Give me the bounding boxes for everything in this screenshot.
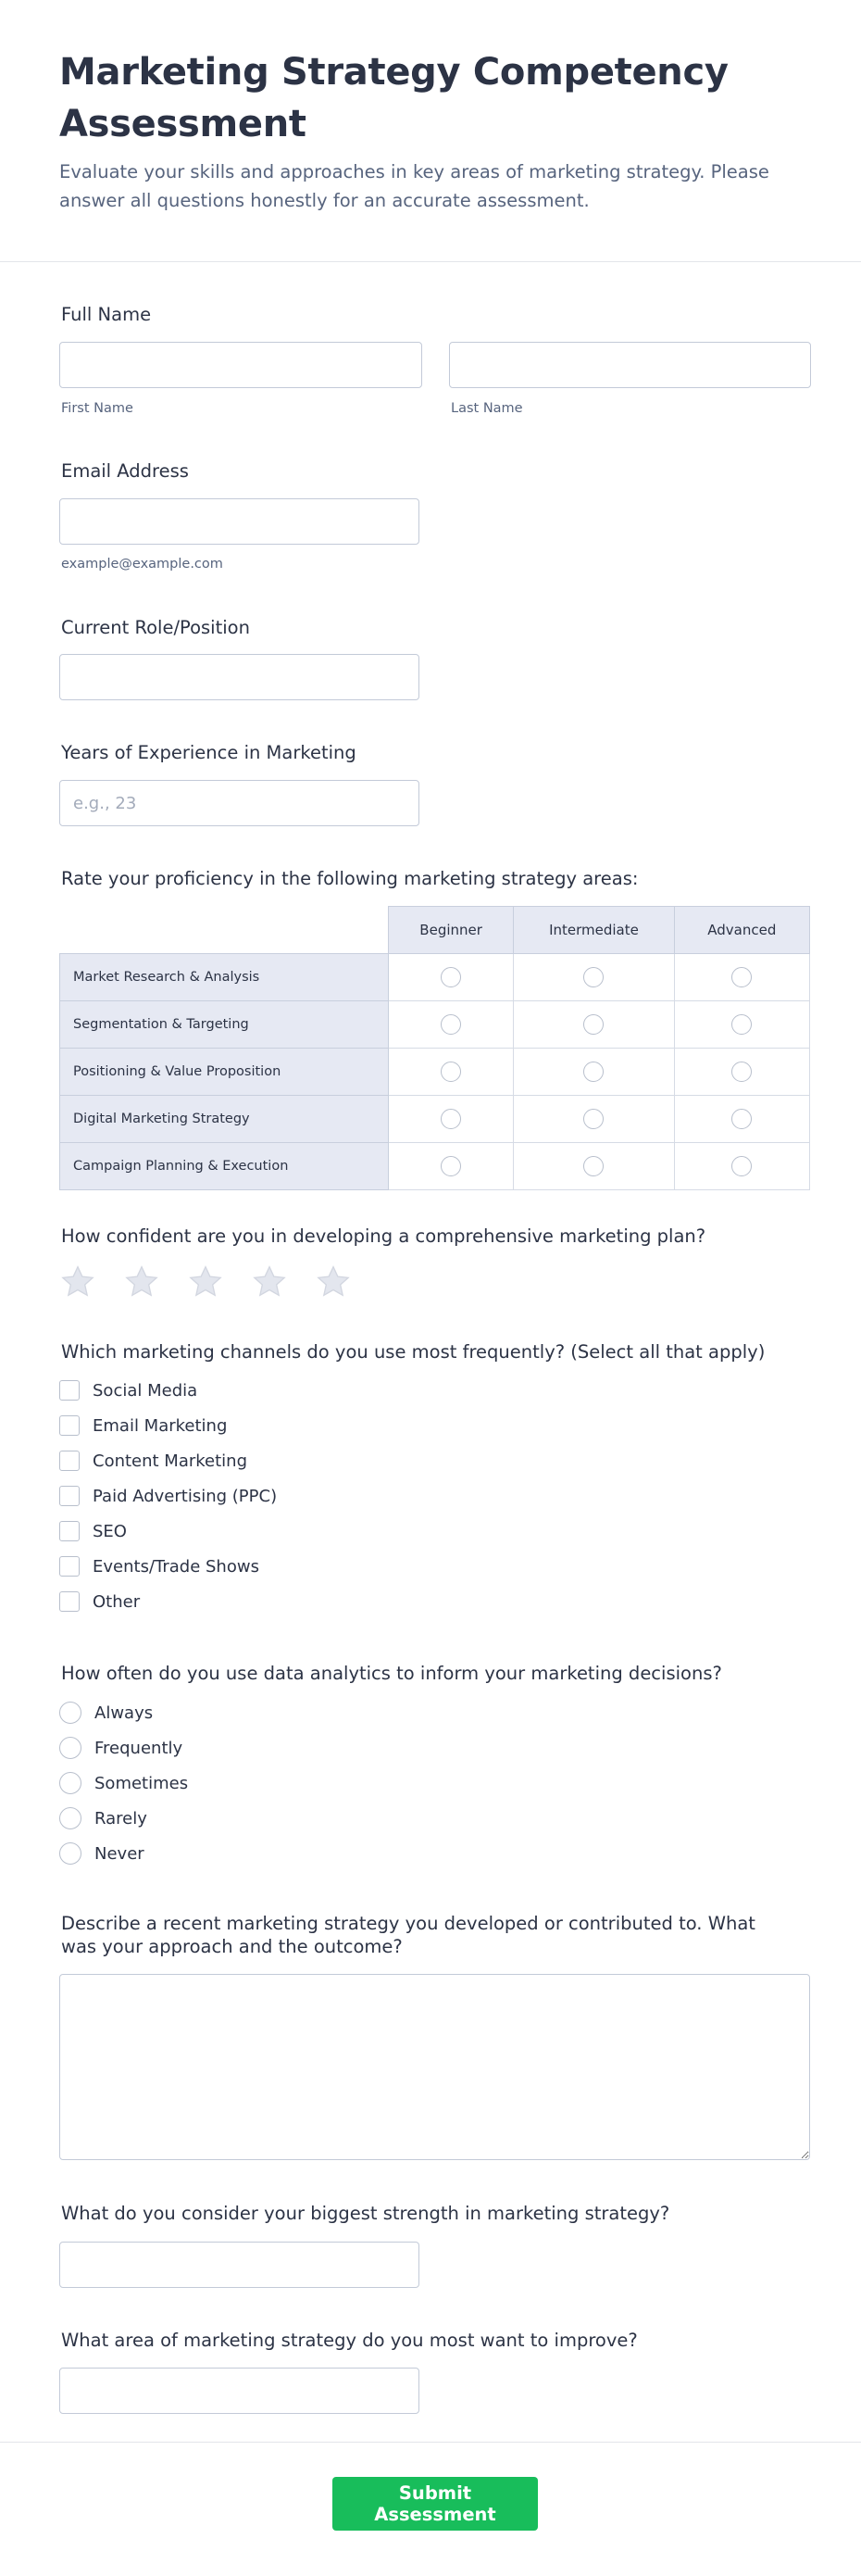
matrix-cell[interactable]	[514, 954, 674, 1001]
radio-button[interactable]	[59, 1702, 81, 1724]
matrix-col-advanced: Advanced	[674, 907, 809, 954]
radio-label: Sometimes	[94, 1773, 189, 1793]
form-subtitle: Evaluate your skills and approaches in key areas of marketing strategy. Please answer all questions honestly for an accurate assessment.	[59, 161, 769, 211]
experience-label: Years of Experience in Marketing	[61, 742, 356, 763]
improve-input[interactable]	[59, 2368, 419, 2414]
recent-strategy-textarea[interactable]	[59, 1974, 810, 2160]
matrix-cell[interactable]	[674, 1143, 809, 1190]
channels-options	[59, 1373, 277, 1619]
checkbox[interactable]	[59, 1451, 80, 1471]
matrix-radio[interactable]	[731, 1156, 752, 1176]
proficiency-label: Rate your proficiency in the following marketing strategy areas:	[61, 868, 639, 889]
matrix-cell[interactable]	[674, 1001, 809, 1049]
matrix-radio[interactable]	[583, 1062, 604, 1082]
email-sublabel: example@example.com	[61, 557, 223, 572]
checkbox[interactable]	[59, 1486, 80, 1506]
matrix-cell[interactable]	[388, 1096, 513, 1143]
checkbox-label: SEO	[93, 1521, 127, 1541]
matrix-cell[interactable]	[514, 1049, 674, 1096]
matrix-cell[interactable]	[674, 1096, 809, 1143]
matrix-cell[interactable]	[388, 1001, 513, 1049]
role-input[interactable]	[59, 654, 419, 700]
strength-input[interactable]	[59, 2242, 419, 2288]
matrix-radio[interactable]	[731, 1014, 752, 1035]
matrix-row	[60, 954, 810, 1001]
radio-option[interactable]	[59, 1766, 188, 1801]
analytics-label: How often do you use data analytics to inform your marketing decisions?	[61, 1663, 722, 1684]
star-rating	[59, 1263, 379, 1301]
radio-button[interactable]	[59, 1772, 81, 1794]
channels-label: Which marketing channels do you use most frequently? (Select all that apply)	[61, 1341, 766, 1363]
checkbox-label: Paid Advertising (PPC)	[93, 1486, 278, 1506]
radio-option[interactable]	[59, 1801, 188, 1836]
checkbox-option[interactable]	[59, 1408, 277, 1443]
matrix-col-beginner: Beginner	[388, 907, 513, 954]
matrix-radio[interactable]	[441, 1156, 461, 1176]
matrix-cell[interactable]	[388, 1143, 513, 1190]
email-label: Email Address	[61, 460, 189, 482]
matrix-corner	[60, 907, 389, 954]
star-icon[interactable]	[59, 1263, 96, 1301]
last-name-input[interactable]	[449, 342, 811, 388]
recent-strategy-label: Describe a recent marketing strategy you developed or contributed to. What was your approach and the outcome?	[61, 1913, 755, 1957]
matrix-cell[interactable]	[674, 1049, 809, 1096]
matrix-row	[60, 1143, 810, 1190]
matrix-cell[interactable]	[514, 1096, 674, 1143]
checkbox[interactable]	[59, 1556, 80, 1577]
matrix-radio[interactable]	[441, 1014, 461, 1035]
submit-button[interactable]: Submit Assessment	[332, 2477, 538, 2531]
checkbox[interactable]	[59, 1591, 80, 1612]
first-name-sublabel: First Name	[61, 401, 133, 416]
radio-label: Rarely	[94, 1808, 147, 1828]
star-icon[interactable]	[315, 1263, 352, 1301]
checkbox[interactable]	[59, 1380, 80, 1401]
radio-option[interactable]	[59, 1695, 188, 1730]
matrix-radio[interactable]	[441, 1062, 461, 1082]
improve-label: What area of marketing strategy do you most want to improve?	[61, 2330, 638, 2351]
matrix-radio[interactable]	[441, 1109, 461, 1129]
matrix-cell[interactable]	[514, 1143, 674, 1190]
checkbox[interactable]	[59, 1415, 80, 1436]
email-input[interactable]	[59, 498, 419, 545]
checkbox-label: Content Marketing	[93, 1451, 248, 1471]
confidence-label: How confident are you in developing a comprehensive marketing plan?	[61, 1225, 706, 1247]
matrix-row	[60, 1049, 810, 1096]
matrix-cell[interactable]	[514, 1001, 674, 1049]
radio-label: Always	[94, 1703, 154, 1723]
role-label: Current Role/Position	[61, 617, 250, 638]
radio-option[interactable]	[59, 1730, 188, 1766]
checkbox-option[interactable]	[59, 1584, 277, 1619]
experience-input[interactable]	[59, 780, 419, 826]
matrix-row-label: Positioning & Value Proposition	[60, 1049, 389, 1096]
footer-divider	[0, 2442, 861, 2443]
matrix-radio[interactable]	[583, 1014, 604, 1035]
checkbox-label: Social Media	[93, 1380, 198, 1401]
checkbox-label: Other	[93, 1591, 141, 1612]
matrix-radio[interactable]	[583, 1109, 604, 1129]
proficiency-matrix	[59, 906, 810, 1190]
checkbox-label: Email Marketing	[93, 1415, 228, 1436]
matrix-col-intermediate: Intermediate	[514, 907, 674, 954]
radio-label: Never	[94, 1843, 144, 1864]
checkbox-label: Events/Trade Shows	[93, 1556, 259, 1577]
matrix-cell[interactable]	[674, 954, 809, 1001]
matrix-cell[interactable]	[388, 1049, 513, 1096]
star-icon[interactable]	[251, 1263, 288, 1301]
strength-label: What do you consider your biggest strength in marketing strategy?	[61, 2203, 670, 2224]
matrix-radio[interactable]	[583, 1156, 604, 1176]
radio-option[interactable]	[59, 1836, 188, 1871]
matrix-radio[interactable]	[731, 1109, 752, 1129]
star-icon[interactable]	[123, 1263, 160, 1301]
form-header	[0, 0, 861, 262]
matrix-row-label: Segmentation & Targeting	[60, 1001, 389, 1049]
matrix-row-label: Market Research & Analysis	[60, 954, 389, 1001]
form-title: Marketing Strategy Competency Assessment	[59, 51, 729, 145]
matrix-cell[interactable]	[388, 954, 513, 1001]
checkbox-option[interactable]	[59, 1443, 277, 1478]
star-icon[interactable]	[187, 1263, 224, 1301]
matrix-radio[interactable]	[731, 967, 752, 987]
matrix-radio[interactable]	[583, 967, 604, 987]
matrix-radio[interactable]	[731, 1062, 752, 1082]
matrix-radio[interactable]	[441, 967, 461, 987]
analytics-options	[59, 1695, 188, 1871]
checkbox-option[interactable]	[59, 1478, 277, 1514]
checkbox-option[interactable]	[59, 1549, 277, 1584]
checkbox-option[interactable]	[59, 1514, 277, 1549]
checkbox-option[interactable]	[59, 1373, 277, 1408]
first-name-input[interactable]	[59, 342, 422, 388]
radio-button[interactable]	[59, 1807, 81, 1829]
checkbox[interactable]	[59, 1521, 80, 1541]
matrix-row-label: Campaign Planning & Execution	[60, 1143, 389, 1190]
radio-button[interactable]	[59, 1842, 81, 1865]
last-name-sublabel: Last Name	[451, 401, 523, 416]
matrix-row-label: Digital Marketing Strategy	[60, 1096, 389, 1143]
radio-label: Frequently	[94, 1738, 183, 1758]
matrix-row	[60, 1001, 810, 1049]
radio-button[interactable]	[59, 1737, 81, 1759]
full-name-field	[59, 303, 151, 327]
full-name-label: Full Name	[61, 304, 152, 325]
matrix-row	[60, 1096, 810, 1143]
